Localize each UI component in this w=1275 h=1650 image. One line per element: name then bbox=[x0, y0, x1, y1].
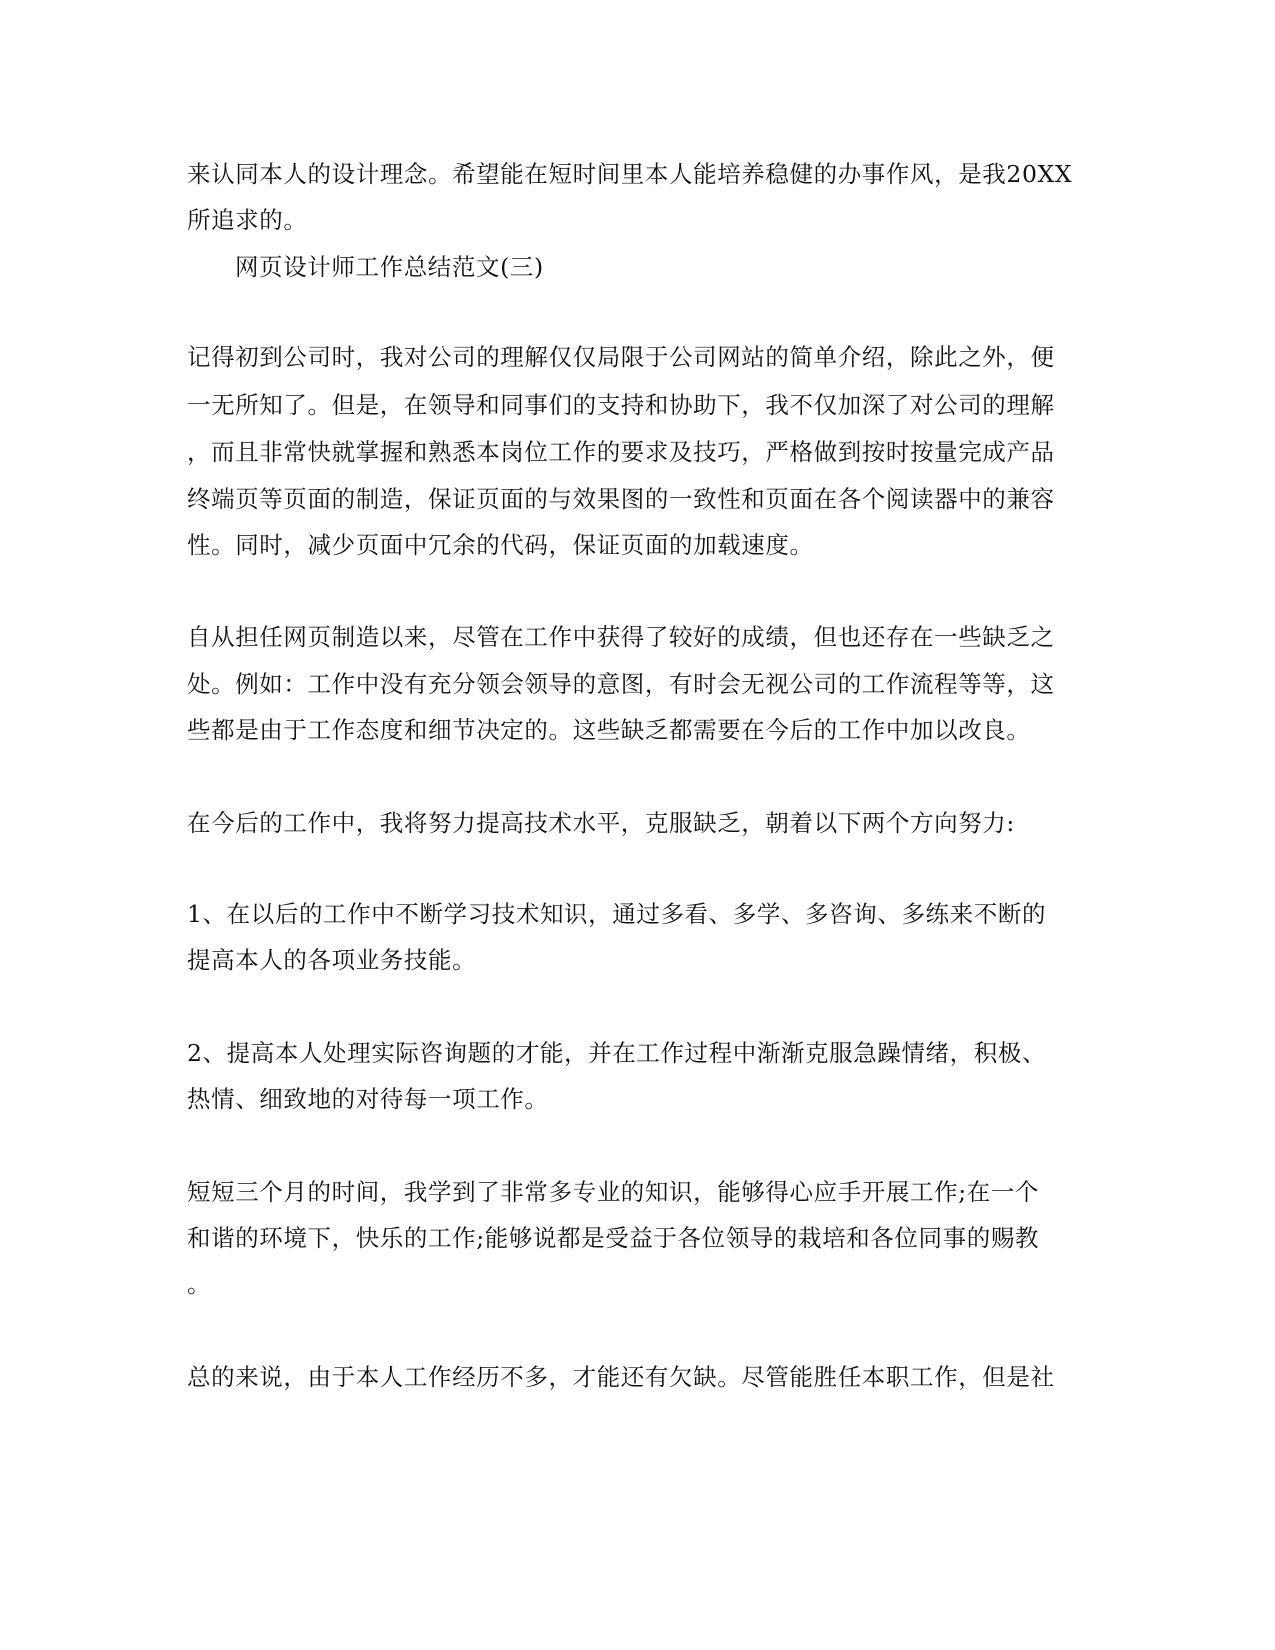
text-line: 些都是由于工作态度和细节决定的。这些缺乏都需要在今后的工作中加以改良。 bbox=[187, 716, 1031, 744]
list-item: 2、提高本人处理实际咨询题的才能，并在工作过程中渐渐克服急躁情绪，积极、 bbox=[187, 1039, 1047, 1067]
text-line: 来认同本人的设计理念。希望能在短时间里本人能培养稳健的办事作风，是我20XX bbox=[187, 160, 1073, 188]
text-line: 所追求的。 bbox=[187, 206, 308, 234]
text-line: 自从担任网页制造以来，尽管在工作中获得了较好的成绩，但也还存在一些缺乏之 bbox=[187, 623, 1055, 651]
text-line: 性。同时，减少页面中冗余的代码，保证页面的加载速度。 bbox=[187, 531, 814, 559]
list-item-continuation: 提高本人的各项业务技能。 bbox=[187, 946, 477, 974]
section-heading: 网页设计师工作总结范文(三) bbox=[235, 253, 544, 281]
text-line: 在今后的工作中，我将努力提高技术水平，克服缺乏，朝着以下两个方向努力: bbox=[187, 809, 1015, 837]
list-item: 1、在以后的工作中不断学习技术知识，通过多看、多学、多咨询、多练来不断的 bbox=[187, 900, 1047, 928]
text-line: 处。例如：工作中没有充分领会领导的意图，有时会无视公司的工作流程等等，这 bbox=[187, 670, 1055, 698]
text-line: ，而且非常快就掌握和熟悉本岗位工作的要求及技巧，严格做到按时按量完成产品 bbox=[187, 438, 1055, 466]
text-line: 记得初到公司时，我对公司的理解仅仅局限于公司网站的简单介绍，除此之外，便 bbox=[187, 343, 1055, 371]
text-line: 。 bbox=[187, 1270, 212, 1298]
list-item-continuation: 热情、细致地的对待每一项工作。 bbox=[187, 1085, 549, 1113]
text-line: 终端页等页面的制造，保证页面的与效果图的一致性和页面在各个阅读器中的兼容 bbox=[187, 485, 1055, 513]
text-line: 总的来说，由于本人工作经历不多，才能还有欠缺。尽管能胜任本职工作，但是社 bbox=[187, 1363, 1055, 1391]
text-line: 一无所知了。但是，在领导和同事们的支持和协助下，我不仅加深了对公司的理解 bbox=[187, 391, 1055, 419]
text-line: 和谐的环境下，快乐的工作;能够说都是受益于各位领导的栽培和各位同事的赐教 bbox=[187, 1224, 1040, 1252]
text-line: 短短三个月的时间，我学到了非常多专业的知识，能够得心应手开展工作;在一个 bbox=[187, 1178, 1040, 1206]
